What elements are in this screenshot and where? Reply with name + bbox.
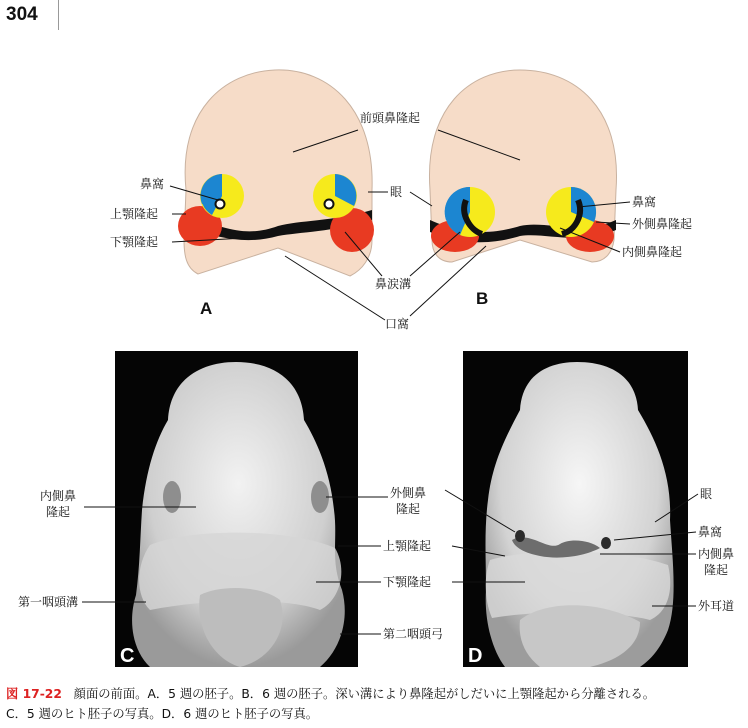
label-first-pharyngeal-groove: 第一咽頭溝 xyxy=(18,595,79,609)
caption-line-2: C．5 週のヒト胚子の写真。D．6 週のヒト胚子の写真。 xyxy=(6,707,319,721)
label-maxillary-c: 上顎隆起 xyxy=(383,539,432,553)
label-medial-nasal-c-line2: 隆起 xyxy=(46,505,71,519)
label-mandibular-prominence-a: 下顎隆起 xyxy=(110,235,159,249)
label-nasal-pit-a: 鼻窩 xyxy=(140,177,165,191)
page-number: 304 xyxy=(6,4,38,25)
label-frontonasal-prominence: 前頭鼻隆起 xyxy=(360,111,421,125)
label-eye-a: 眼 xyxy=(390,185,403,199)
label-medial-nasal-prominence-b: 内側鼻隆起 xyxy=(622,245,683,259)
caption-line-1 xyxy=(6,684,746,704)
label-nasal-pit-b: 鼻窩 xyxy=(632,195,657,209)
caption-text-1: 顔面の前面。A．5 週の胚子。B．6 週の胚子。深い溝により鼻隆起がしだいに上顎隆起から分離される。 xyxy=(73,687,656,701)
label-maxillary-prominence-a: 上顎隆起 xyxy=(110,207,159,221)
label-eye-d: 眼 xyxy=(700,487,713,501)
label-medial-nasal-d-line2: 隆起 xyxy=(704,563,729,577)
label-second-pharyngeal-arch: 第二咽頭弓 xyxy=(383,627,444,641)
label-mandibular-c: 下顎隆起 xyxy=(383,575,432,589)
drawing-a xyxy=(178,70,374,276)
label-lateral-nasal-prominence-b: 外側鼻隆起 xyxy=(632,217,693,231)
panel-label-d: D xyxy=(468,645,483,667)
label-nasal-pit-d: 鼻窩 xyxy=(698,525,723,539)
panel-label-b: B xyxy=(476,289,489,308)
drawing-b xyxy=(429,70,616,262)
panel-label-c: C xyxy=(120,645,135,667)
label-medial-nasal-d-line1: 内側鼻 xyxy=(698,547,735,561)
leader-line xyxy=(410,192,432,206)
panel-label-a: A xyxy=(200,299,213,318)
label-nasolacrimal-groove: 鼻涙溝 xyxy=(375,277,412,291)
label-lateral-nasal-c-line2: 隆起 xyxy=(396,502,421,516)
label-external-acoustic-meatus: 外耳道 xyxy=(698,599,735,613)
label-lateral-nasal-c-line1: 外側鼻 xyxy=(390,486,427,500)
figure-caption xyxy=(6,684,746,724)
figure-number: 図 17-22 xyxy=(6,687,62,701)
label-stomodeum: 口窩 xyxy=(385,317,410,331)
photo-d xyxy=(463,351,688,667)
label-medial-nasal-c-line1: 内側鼻 xyxy=(40,489,77,503)
photo-c xyxy=(115,351,358,667)
